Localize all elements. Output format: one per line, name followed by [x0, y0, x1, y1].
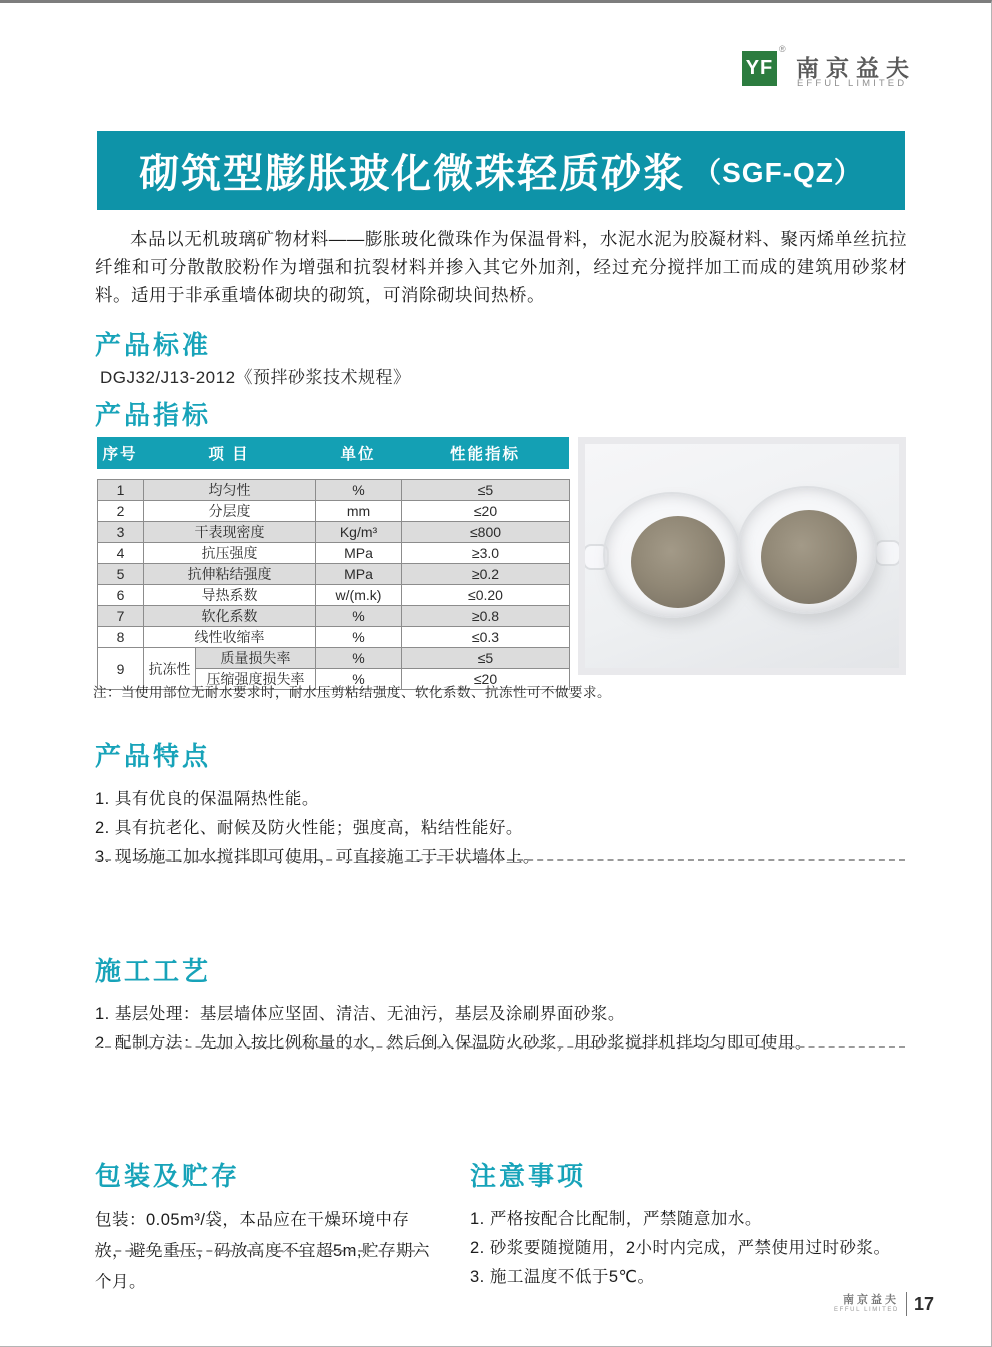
section-heading-features: 产品特点	[95, 741, 212, 771]
footer-company-cn: 南京益夫	[842, 1294, 899, 1306]
table-row	[98, 564, 570, 585]
feature-item: 2. 具有抗老化、耐候及防火性能；强度高，粘结性能好。	[95, 819, 523, 837]
feature-item: 1. 具有优良的保温隔热性能。	[95, 790, 319, 808]
footer-company-en: EFFUL LIMITED	[834, 1307, 899, 1313]
spec-table	[97, 437, 569, 690]
cell-no: 1	[98, 480, 144, 501]
col-header-no: 序号	[102, 446, 138, 463]
table-footnote: 注：当使用部位无耐水要求时，耐水压剪粘结强度、软化系数、抗冻性可不做要求。	[93, 685, 611, 700]
cell-no: 5	[98, 564, 144, 585]
cell-group-frost-resistance: 抗冻性	[144, 648, 196, 690]
cell-unit: %	[316, 480, 402, 501]
section-heading-packaging: 包装及贮存	[95, 1161, 241, 1191]
cell-unit: %	[316, 627, 402, 648]
col-header-item: 项 目	[208, 446, 250, 463]
cell-subitem: 质量损失率	[196, 648, 316, 669]
cell-unit: mm	[316, 501, 402, 522]
process-item: 2. 配制方法：先加入按比例称量的水，然后倒入保温防火砂浆，用砂浆搅拌机拌均匀即可使用。	[95, 1034, 812, 1052]
registered-trademark-icon: ®	[779, 44, 786, 54]
dashed-separator	[95, 1250, 425, 1252]
cell-unit: w/(m.k)	[316, 585, 402, 606]
cell-value: ≥3.0	[402, 543, 570, 564]
packaging-text: 包装：0.05m³/袋，本品应在干燥环境中存放，避免重压，码放高度不宜超5m,贮存期六个月。	[95, 1211, 431, 1291]
dashed-separator	[95, 1046, 905, 1048]
feature-item: 3. 现场施工加水搅拌即可使用，可直接施工于干状墙体上。	[95, 848, 540, 866]
cell-no: 8	[98, 627, 144, 648]
cell-value: ≤800	[402, 522, 570, 543]
cell-item: 均匀性	[144, 480, 316, 501]
cell-value: ≥0.8	[402, 606, 570, 627]
company-name-en: EFFUL LIMITED	[797, 78, 908, 89]
section-heading-notices: 注意事项	[470, 1161, 587, 1191]
table-row	[98, 606, 570, 627]
col-header-unit: 单位	[340, 446, 376, 463]
section-heading-process: 施工工艺	[95, 956, 212, 986]
standard-reference-text: DGJ32/J13-2012《预拌砂浆技术规程》	[100, 368, 411, 387]
product-model: （SGF-QZ）	[693, 156, 863, 188]
notice-item: 1. 严格按配合比配制，严禁随意加水。	[470, 1210, 762, 1228]
section-heading-standard: 产品标准	[95, 330, 212, 360]
dashed-separator	[95, 859, 905, 861]
footer-brand	[834, 1294, 899, 1314]
table-row	[98, 522, 570, 543]
cell-no: 6	[98, 585, 144, 606]
cell-subitem: 压缩强度损失率	[196, 669, 316, 690]
spec-table-body	[97, 479, 570, 690]
notice-item: 2. 砂浆要随搅随用，2小时内完成，严禁使用过时砂浆。	[470, 1239, 891, 1257]
cell-value: ≤0.20	[402, 585, 570, 606]
table-row	[98, 480, 570, 501]
beaker-handle-right	[875, 540, 899, 566]
cell-value: ≤20	[402, 669, 570, 690]
yf-logo-icon: YF	[742, 51, 777, 86]
table-row	[98, 501, 570, 522]
cell-unit: %	[316, 669, 402, 690]
page-footer	[834, 1292, 934, 1316]
cell-unit: %	[316, 606, 402, 627]
cell-item: 抗压强度	[144, 543, 316, 564]
process-item: 1. 基层处理：基层墙体应坚固、清洁、无油污，基层及涂刷界面砂浆。	[95, 1005, 625, 1023]
cell-no: 4	[98, 543, 144, 564]
cell-item: 软化系数	[144, 606, 316, 627]
col-header-value: 性能指标	[449, 446, 520, 463]
cell-no: 7	[98, 606, 144, 627]
table-row	[98, 585, 570, 606]
cell-no-merged: 9	[98, 648, 144, 690]
table-row	[98, 627, 570, 648]
cell-item: 抗伸粘结强度	[144, 564, 316, 585]
company-logo	[742, 44, 942, 99]
cell-value: ≥0.2	[402, 564, 570, 585]
notice-item: 3. 施工温度不低于5℃。	[470, 1268, 655, 1286]
product-photo-image	[585, 444, 899, 668]
cell-unit: MPa	[316, 564, 402, 585]
cell-value: ≤5	[402, 480, 570, 501]
mortar-powder-right	[761, 510, 857, 604]
cell-no: 2	[98, 501, 144, 522]
footer-divider	[906, 1292, 907, 1316]
cell-item: 导热系数	[144, 585, 316, 606]
section-features	[95, 736, 907, 872]
cell-unit: Kg/m³	[316, 522, 402, 543]
product-title: 砌筑型膨胀玻化微珠轻质砂浆	[139, 152, 686, 196]
cell-no: 3	[98, 522, 144, 543]
page-number: 17	[913, 1293, 934, 1314]
product-photo	[578, 437, 906, 675]
cell-unit: MPa	[316, 543, 402, 564]
product-title-banner	[97, 131, 905, 210]
cell-value: ≤5	[402, 648, 570, 669]
cell-item: 干表现密度	[144, 522, 316, 543]
company-name-cn: 南京益夫	[796, 55, 916, 81]
spec-table-header-row	[97, 437, 569, 469]
table-header-gap	[97, 469, 569, 479]
mortar-powder-left	[631, 516, 725, 608]
section-heading-indicators: 产品指标	[95, 400, 212, 430]
table-row	[98, 543, 570, 564]
section-process	[95, 951, 907, 1058]
cell-item: 分层度	[144, 501, 316, 522]
cell-value: ≤20	[402, 501, 570, 522]
table-row-merged-top	[98, 648, 570, 669]
cell-value: ≤0.3	[402, 627, 570, 648]
section-notices	[470, 1156, 910, 1292]
product-intro-paragraph: 本品以无机玻璃矿物材料——膨胀玻化微珠作为保温骨料，水泥水泥为胶凝材料、聚丙烯单丝抗拉纤维和可分散散胶粉作为增强和抗裂材料并掺入其它外加剂，经过充分搅拌加工而成的建筑用砂浆材料。适用于非承重墙体砌块的砌筑，可消除砌块间热桥。	[95, 229, 907, 305]
cell-item: 线性收缩率	[144, 627, 316, 648]
cell-unit: %	[316, 648, 402, 669]
section-packaging	[95, 1156, 440, 1298]
